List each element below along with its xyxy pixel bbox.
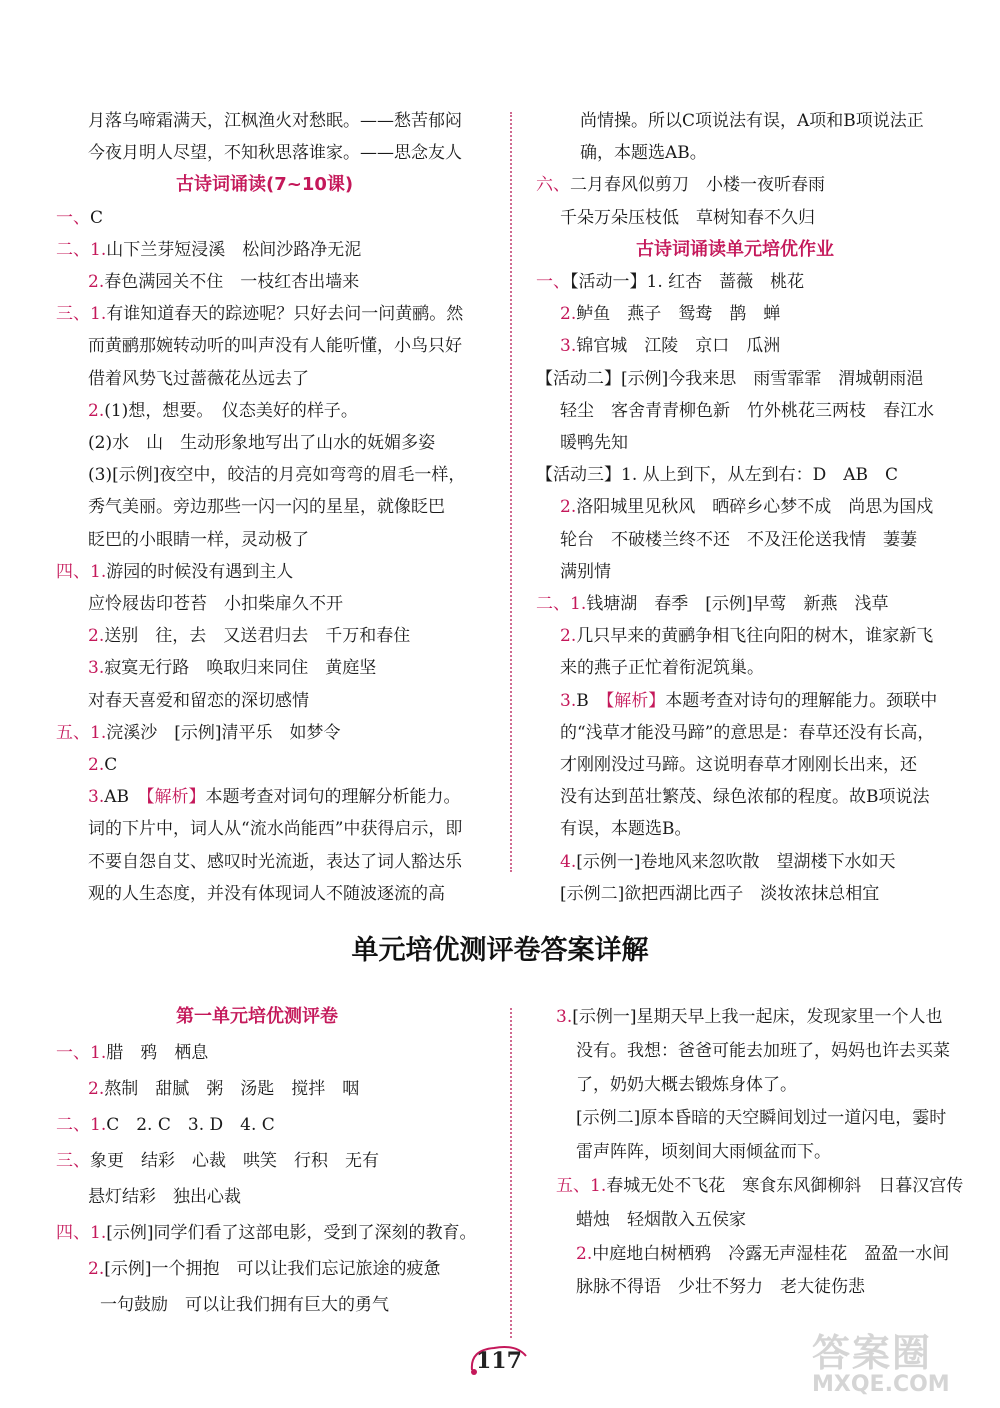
line-text: 满别情 bbox=[560, 562, 611, 582]
answer-line bbox=[560, 561, 611, 583]
line-text: 【活动二】[示例]今我来思 雨雪霏霏 渭城朝雨浥 bbox=[536, 369, 924, 389]
answer-line bbox=[56, 722, 341, 744]
question-number: 4. bbox=[560, 852, 577, 872]
answer-line bbox=[560, 690, 937, 712]
question-number: 3. bbox=[560, 336, 577, 356]
watermark bbox=[792, 1322, 992, 1402]
question-number: 2. bbox=[560, 497, 577, 517]
answer-line bbox=[556, 1006, 943, 1028]
line-text: (2)水 山 生动形象地写出了山水的妩媚多姿 bbox=[88, 433, 436, 453]
question-number: 2. bbox=[88, 626, 105, 646]
question-number: 一、1. bbox=[56, 1043, 107, 1063]
line-text: (3)[示例]夜空中，皎洁的月亮如弯弯的眉毛一样， bbox=[88, 465, 466, 485]
line-text: 寂寞无行路 唤取归来同住 黄庭坚 bbox=[104, 658, 377, 678]
answer-line bbox=[88, 1186, 241, 1208]
answer-line bbox=[88, 1078, 359, 1100]
line-text: 秀气美丽。旁边那些一闪一闪的星星，就像眨巴 bbox=[88, 497, 445, 517]
answer-line bbox=[88, 690, 309, 712]
line-text: 应怜屐齿印苍苔 小扣柴扉久不开 bbox=[88, 594, 343, 614]
line-text: 有谁知道春天的踪迹呢？只好去问一问黄鹂。然 bbox=[106, 304, 464, 324]
line-text: 千朵万朵压枝低 草树知春不久归 bbox=[560, 208, 815, 228]
line-text: 了，奶奶大概去锻炼身体了。 bbox=[576, 1075, 797, 1095]
line-text: 锦官城 江陵 京口 瓜洲 bbox=[576, 336, 781, 356]
question-number: 一、 bbox=[56, 208, 90, 228]
question-number: 2. bbox=[560, 626, 577, 646]
answer-line bbox=[88, 110, 462, 132]
line-text: 而黄鹂那婉转动听的叫声没有人能听懂，小鸟只好 bbox=[88, 336, 462, 356]
answer-line bbox=[556, 1175, 963, 1197]
answer-line bbox=[88, 496, 445, 518]
line-text: 轻尘 客舍青青柳色新 竹外桃花三两枝 春江水 bbox=[560, 401, 934, 421]
line-text: 尚情操。所以C项说法有误，A项和B项说法正 bbox=[580, 111, 924, 131]
answer-line bbox=[576, 1040, 950, 1062]
line-text: 熬制 甜腻 粥 汤匙 搅拌 咽 bbox=[104, 1079, 360, 1099]
answer-line bbox=[88, 786, 461, 808]
answer-line bbox=[576, 1074, 797, 1096]
line-text: 一句鼓励 可以让我们拥有巨大的勇气 bbox=[100, 1295, 389, 1315]
answer-line bbox=[576, 1141, 831, 1163]
line-text: 词的下片中，词人从“流水尚能西”中获得启示，即 bbox=[88, 819, 463, 839]
answer-line bbox=[576, 1276, 865, 1298]
answer-line bbox=[88, 883, 445, 905]
answer-line bbox=[560, 818, 692, 840]
answer-line bbox=[560, 496, 933, 518]
question-number: 三、 bbox=[56, 1151, 90, 1171]
line-text: 洛阳城里见秋风 晒碎乡心梦不成 尚思为国戍 bbox=[576, 497, 934, 517]
line-text: 【活动三】1. 从上到下，从左到右：D AB C bbox=[536, 465, 899, 485]
line-text: 确，本题选AB。 bbox=[580, 143, 707, 163]
answer-line bbox=[560, 625, 933, 647]
line-text: C bbox=[104, 755, 118, 775]
section-title bbox=[176, 174, 353, 196]
question-number: 四、1. bbox=[56, 562, 107, 582]
answer-line bbox=[576, 1107, 946, 1129]
section-title bbox=[176, 1006, 338, 1028]
question-number: 二、1. bbox=[56, 240, 107, 260]
answer-line bbox=[560, 400, 934, 422]
question-number: 2. bbox=[88, 1259, 105, 1279]
answer-line bbox=[56, 1222, 477, 1244]
line-text: 几只早来的黄鹂争相飞往向阳的树木，谁家新飞 bbox=[576, 626, 934, 646]
answer-line bbox=[560, 207, 815, 229]
line-text: 轮台 不破楼兰终不还 不及汪伦送我情 萋萋 bbox=[560, 530, 917, 550]
line-text: [示例一]卷地风来忽吹散 望湖楼下水如天 bbox=[576, 852, 896, 872]
question-number: 2. bbox=[88, 272, 105, 292]
answer-line bbox=[580, 142, 707, 164]
answer-line bbox=[536, 368, 923, 390]
line-text: 春城无处不飞花 寒食东风御柳斜 日暮汉宫传 bbox=[606, 1176, 964, 1196]
answer-line bbox=[536, 271, 804, 293]
question-number: 3. bbox=[88, 787, 105, 807]
answer-line bbox=[56, 303, 463, 325]
line-text: 【活动一】1. 红杏 蔷薇 桃花 bbox=[570, 272, 805, 292]
line-text: 暖鸭先知 bbox=[560, 433, 628, 453]
page-number-text: 117 bbox=[476, 1348, 522, 1374]
line-text: C 2. C 3. D 4. C bbox=[106, 1115, 275, 1135]
answer-line bbox=[560, 335, 780, 357]
answer-line bbox=[560, 722, 934, 744]
line-text: 今夜月明人尽望，不知秋思落谁家。——思念友人 bbox=[88, 143, 462, 163]
line-text: 的“浅草才能没马蹄”的意思是：春草还没有长高， bbox=[560, 723, 935, 743]
page-number bbox=[466, 1340, 536, 1384]
line-text: 腊 鸦 栖息 bbox=[106, 1043, 209, 1063]
line-text: [示例二]欲把西湖比西子 淡妆浓抹总相宜 bbox=[560, 884, 880, 904]
answer-line bbox=[100, 1294, 389, 1316]
question-number: 五、1. bbox=[56, 723, 107, 743]
line-text: [示例]同学们看了这部电影，受到了深刻的教育。 bbox=[106, 1223, 477, 1243]
line-text: [示例]一个拥抱 可以让我们忘记旅途的疲惫 bbox=[104, 1259, 441, 1279]
answer-line bbox=[576, 1209, 746, 1231]
line-text: 不要自怨自艾、感叹时光流逝，表达了词人豁达乐 bbox=[88, 852, 462, 872]
answer-line bbox=[560, 432, 628, 454]
line-text: C bbox=[90, 208, 104, 228]
question-number: 3. bbox=[560, 691, 577, 711]
answer-line bbox=[88, 432, 435, 454]
answer-line bbox=[56, 1150, 379, 1172]
line-text: 古诗词诵读单元培优作业 bbox=[636, 239, 834, 260]
question-number: 2. bbox=[88, 401, 105, 421]
question-number: 2. bbox=[576, 1244, 593, 1264]
answer-line bbox=[56, 239, 361, 261]
answer-line bbox=[88, 529, 309, 551]
answer-line bbox=[536, 464, 898, 486]
answer-line bbox=[88, 754, 117, 776]
answer-line bbox=[56, 561, 293, 583]
answer-line bbox=[88, 593, 343, 615]
line-text: [示例一]星期天早上我一起床，发现家里一个人也 bbox=[572, 1007, 943, 1027]
line-text: 中庭地白树栖鸦 冷露无声湿桂花 盈盈一水间 bbox=[592, 1244, 950, 1264]
question-number: 二、1. bbox=[56, 1115, 107, 1135]
question-number: 六、 bbox=[536, 175, 570, 195]
question-number: 3. bbox=[556, 1007, 573, 1027]
line-text: 鲈鱼 燕子 鸳鸯 鹊 蝉 bbox=[576, 304, 781, 324]
column-divider-top bbox=[510, 112, 512, 872]
answer-line bbox=[88, 1258, 441, 1280]
answer-line bbox=[88, 142, 462, 164]
line-text: 来的燕子正忙着衔泥筑巢。 bbox=[560, 658, 764, 678]
answer-line bbox=[56, 1114, 275, 1136]
watermark-url: MXQE.COM bbox=[812, 1372, 950, 1397]
answer-line bbox=[560, 786, 930, 808]
answer-line bbox=[88, 818, 462, 840]
question-number: 四、1. bbox=[56, 1223, 107, 1243]
answer-line bbox=[88, 368, 309, 390]
line-text: 浣溪沙 [示例]清平乐 如梦令 bbox=[106, 723, 341, 743]
line-text: 没有。我想：爸爸可能去加班了，妈妈也许去买菜 bbox=[576, 1041, 950, 1061]
question-number: 二、1. bbox=[536, 594, 587, 614]
question-number: 3. bbox=[88, 658, 105, 678]
line-text: 悬灯结彩 独出心裁 bbox=[88, 1187, 241, 1207]
answer-line bbox=[88, 400, 358, 422]
line-text: 第一单元培优测评卷 bbox=[176, 1006, 338, 1027]
line-text: 古诗词诵读(7~10课) bbox=[176, 174, 354, 195]
line-text: 观的人生态度，并没有体现词人不随波逐流的高 bbox=[88, 884, 445, 904]
line-text: 蜡烛 轻烟散入五侯家 bbox=[576, 1210, 746, 1230]
line-text: 送别 往，去 又送君归去 千万和春住 bbox=[104, 626, 411, 646]
answer-line bbox=[576, 1243, 949, 1265]
line-text: [示例二]原本昏暗的天空瞬间划过一道闪电，霎时 bbox=[576, 1108, 947, 1128]
line-text: 二月春风似剪刀 小楼一夜听春雨 bbox=[570, 175, 825, 195]
line-text: 春色满园关不住 一枝红杏出墙来 bbox=[104, 272, 360, 292]
question-number: 2. bbox=[88, 1079, 105, 1099]
section-header: 单元培优测评卷答案详解 bbox=[351, 935, 649, 966]
answer-line bbox=[580, 110, 924, 132]
answer-line bbox=[560, 303, 780, 325]
line-text: 才刚刚没过马蹄。这说明春草才刚刚长出来，还 bbox=[560, 755, 917, 775]
line-text: 没有达到茁壮繁茂、绿色浓郁的程度。故B项说法 bbox=[560, 787, 930, 807]
line-text: 钱塘湖 春季 [示例]早莺 新燕 浅草 bbox=[586, 594, 889, 614]
answer-line bbox=[560, 754, 917, 776]
column-divider-bottom bbox=[510, 1008, 512, 1338]
line-text: 月落乌啼霜满天，江枫渔火对愁眠。——愁苦郁闷 bbox=[88, 111, 462, 131]
watermark-logo-text: 答案圈 bbox=[812, 1331, 933, 1375]
answer-line bbox=[56, 207, 103, 229]
answer-line bbox=[560, 529, 917, 551]
question-number: 三、1. bbox=[56, 304, 107, 324]
line-text: 山下兰芽短浸溪 松间沙路净无泥 bbox=[106, 240, 362, 260]
line-text: B 【解析】本题考查对诗句的理解能力。颈联中 bbox=[576, 691, 938, 711]
answer-line bbox=[536, 174, 825, 196]
answer-line bbox=[88, 625, 410, 647]
line-text: AB 【解析】本题考查对词句的理解分析能力。 bbox=[104, 787, 461, 807]
answer-line bbox=[88, 335, 462, 357]
line-text: 有误，本题选B。 bbox=[560, 819, 692, 839]
answer-line bbox=[88, 464, 465, 486]
answer-line bbox=[88, 851, 462, 873]
question-number: 五、1. bbox=[556, 1176, 607, 1196]
question-number: 2. bbox=[560, 304, 577, 324]
answer-line bbox=[56, 1042, 208, 1064]
answer-line bbox=[88, 271, 359, 293]
question-number: 2. bbox=[88, 755, 105, 775]
line-text: 雷声阵阵，顷刻间大雨倾盆而下。 bbox=[576, 1142, 831, 1162]
answer-line bbox=[560, 883, 879, 905]
line-text: 对春天喜爱和留恋的深切感情 bbox=[88, 691, 309, 711]
line-text: 眨巴的小眼睛一样，灵动极了 bbox=[88, 530, 309, 550]
answer-line bbox=[536, 593, 889, 615]
answer-line bbox=[560, 657, 764, 679]
line-text: 游园的时候没有遇到主人 bbox=[106, 562, 294, 582]
line-text: 脉脉不得语 少壮不努力 老大徒伤悲 bbox=[576, 1277, 865, 1297]
section-title bbox=[636, 239, 834, 261]
line-text: (1)想，想要。 仪态美好的样子。 bbox=[104, 401, 358, 421]
answer-line bbox=[560, 851, 896, 873]
line-text: 象更 结彩 心裁 哄笑 行积 无有 bbox=[90, 1151, 379, 1171]
answer-line bbox=[88, 657, 376, 679]
question-number: 一、 bbox=[536, 272, 570, 292]
line-text: 借着风势飞过蔷薇花丛远去了 bbox=[88, 369, 309, 389]
